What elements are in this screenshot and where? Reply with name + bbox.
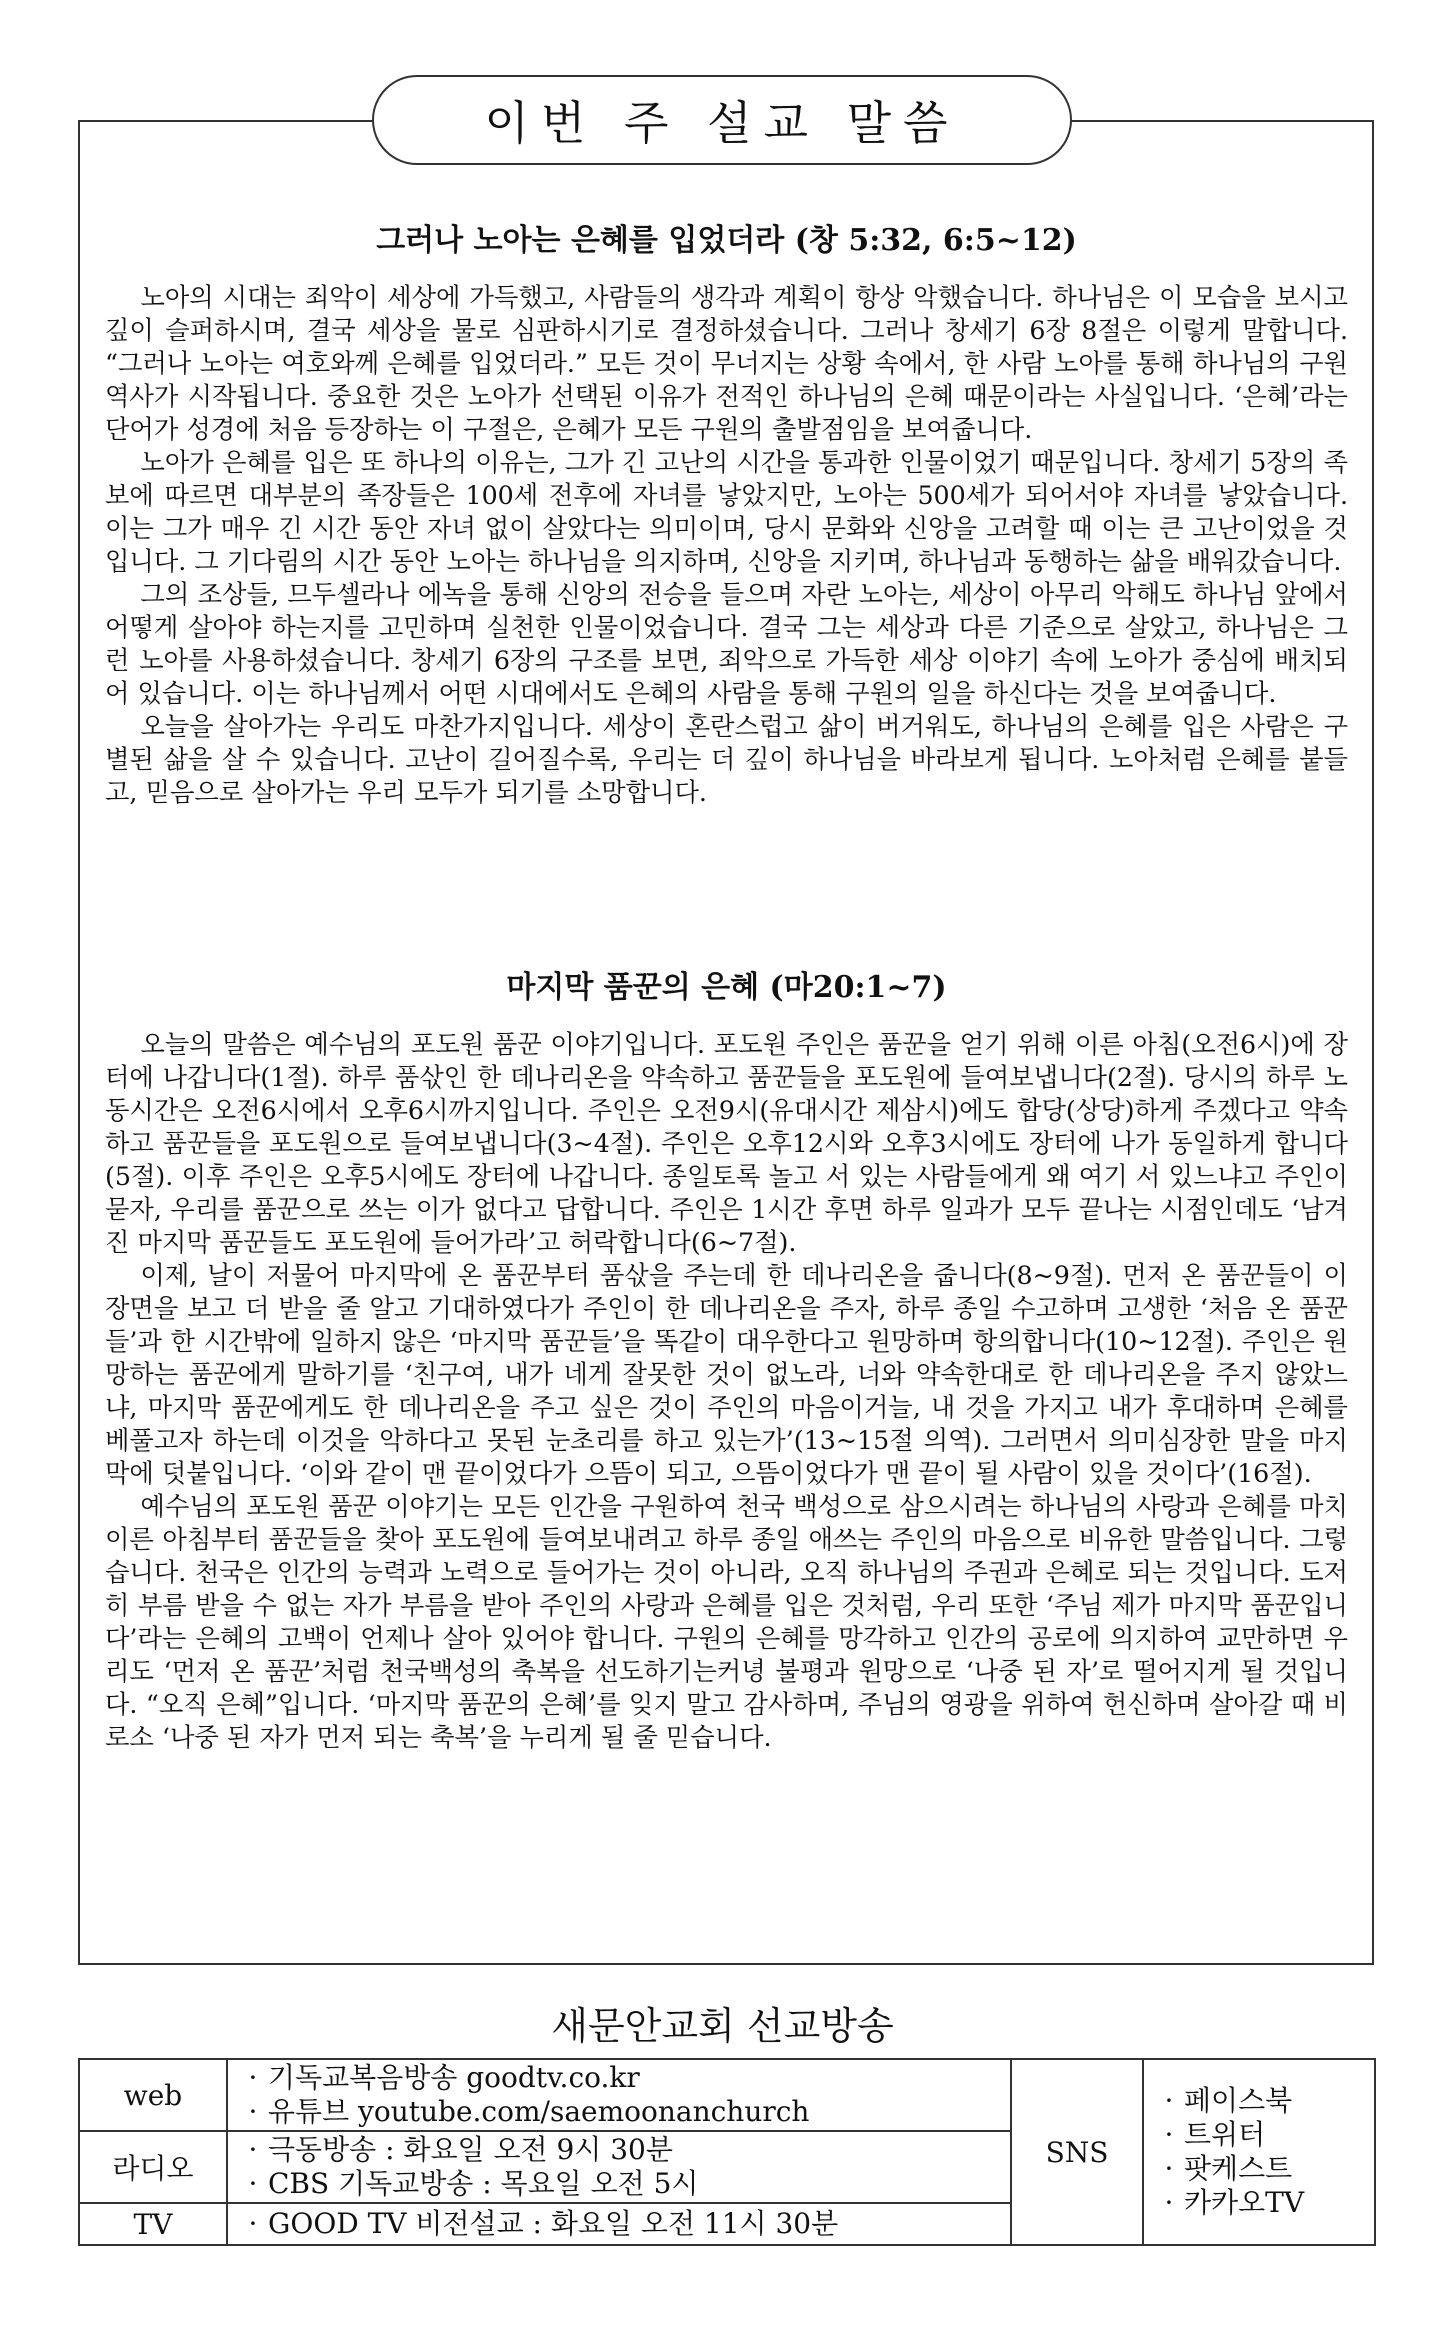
page-title: 이번 주 설교 말씀: [372, 75, 1072, 165]
row-items: [227, 2059, 1011, 2131]
list-item: · CBS 기독교방송 : 목요일 오전 5시: [248, 2167, 699, 2200]
sermon-body: [105, 1028, 1348, 1754]
list-item: · 팟케스트: [1164, 2152, 1293, 2185]
sermon-1: [105, 215, 1348, 809]
row-items: [227, 2131, 1011, 2203]
paragraph: 그의 조상들, 므두셀라나 에녹을 통해 신앙의 전승을 들으며 자란 노아는, 세상이 아무리 악해도 하나님 앞에서 어떻게 살아야 하는지를 고민하며 실천한 인물이었습니다. 결국 그는 세상과 다른 기준으로 살았고, 하나님은 그런 노아를 사용하셨습니다. 창세기 6장의 구조를 보면, 죄악으로 가득한 세상 이야기 속에 노아가 중심에 배치되어 있습니다. 이는 하나님께서 어떤 시대에서도 은혜의 사람을 통해 구원의 일을 하신다는 것을 보여줍니다.: [105, 580, 1348, 708]
list-item: · 트위터: [1164, 2118, 1266, 2151]
list-item: · 카카오TV: [1164, 2186, 1305, 2219]
paragraph: 노아가 은혜를 입은 또 하나의 이유는, 그가 긴 고난의 시간을 통과한 인물이었기 때문입니다. 창세기 5장의 족보에 따르면 대부분의 족장들은 100세 전후에 자녀를 낳았지만, 노아는 500세가 되어서야 자녀를 낳았습니다. 이는 그가 매우 긴 시간 동안 자녀 없이 살았다는 의미이며, 당시 문화와 신앙을 고려할 때 이는 큰 고난이었을 것입니다. 그 기다림의 시간 동안 노아는 하나님을 의지하며, 신앙을 지키며, 하나님과 동행하는 삶을 배워갔습니다.: [105, 448, 1348, 576]
list-item: · GOOD TV 비전설교 : 화요일 오전 11시 30분: [248, 2207, 839, 2240]
table-row: [79, 2059, 1375, 2131]
sns-label: SNS: [1011, 2059, 1143, 2245]
paragraph: 예수님의 포도원 품꾼 이야기는 모든 인간을 구원하여 천국 백성으로 삼으시려는 하나님의 사랑과 은혜를 마치 이른 아침부터 품꾼들을 찾아 포도원에 들여보내려고 하루 종일 애쓰는 주인의 마음으로 비유한 말씀입니다. 그렇습니다. 천국은 인간의 능력과 노력으로 들어가는 것이 아니라, 오직 하나님의 주권과 은혜로 되는 것입니다. 도저히 부름 받을 수 없는 자가 부름을 받아 주인의 사랑과 은혜를 입은 것처럼, 우리 또한 ‘주님 제가 마지막 품꾼입니다’라는 은혜의 고백이 언제나 살아 있어야 합니다. 구원의 은혜를 망각하고 인간의 공로에 의지하여 교만하면 우리도 ‘먼저 온 품꾼’처럼 천국백성의 축복을 선도하기는커녕 불평과 원망으로 ‘나중 된 자’로 떨어지게 될 것입니다. “오직 은혜”입니다. ‘마지막 품꾼의 은혜’를 잊지 말고 감사하며, 주님의 영광을 위하여 헌신하며 살아갈 때 비로소 ‘나중 된 자가 먼저 되는 축복’을 누리게 될 줄 믿습니다.: [105, 1492, 1348, 1752]
broadcast-table: [78, 2058, 1376, 2246]
list-item: · 극동방송 : 화요일 오전 9시 30분: [248, 2133, 673, 2166]
row-items: [227, 2203, 1011, 2245]
list-item: · 페이스북: [1164, 2084, 1293, 2117]
sermon-2: [105, 962, 1348, 1754]
sermon-body: [105, 281, 1348, 809]
paragraph: 이제, 날이 저물어 마지막에 온 품꾼부터 품삯을 주는데 한 데나리온을 줍니다(8~9절). 먼저 온 품꾼들이 이 장면을 보고 더 받을 줄 알고 기대하였다가 주인이 한 데나리온을 주자, 하루 종일 수고하며 고생한 ‘처음 온 품꾼들’과 한 시간밖에 일하지 않은 ‘마지막 품꾼들’을 똑같이 대우한다고 원망하며 항의합니다(10~12절). 주인은 원망하는 품꾼에게 말하기를 ‘친구여, 내가 네게 잘못한 것이 없노라, 너와 약속한대로 한 데나리온을 주지 않았느냐, 마지막 품꾼에게도 한 데나리온을 주고 싶은 것이 주인의 마음이거늘, 내 것을 가지고 내가 후대하며 은혜를 베풀고자 하는데 이것을 악하다고 못된 눈초리를 하고 있는가’(13~15절 의역). 그러면서 의미심장한 말을 마지막에 덧붙입니다. ‘이와 같이 맨 끝이었다가 으뜸이 되고, 으뜸이었다가 맨 끝이 될 사람이 있을 것이다’(16절).: [105, 1261, 1348, 1488]
paragraph: 오늘의 말씀은 예수님의 포도원 품꾼 이야기입니다. 포도원 주인은 품꾼을 얻기 위해 이른 아침(오전6시)에 장터에 나갑니다(1절). 하루 품삯인 한 데나리온을 약속하고 품꾼들을 포도원에 들여보냅니다(2절). 당시의 하루 노동시간은 오전6시에서 오후6시까지입니다. 주인은 오전9시(유대시간 제삼시)에도 합당(상당)하게 주겠다고 약속하고 품꾼들을 포도원으로 들여보냅니다(3~4절). 주인은 오후12시와 오후3시에도 장터에 나가 동일하게 합니다(5절). 이후 주인은 오후5시에도 장터에 나갑니다. 종일토록 놀고 서 있는 사람들에게 왜 여기 서 있느냐고 주인이 묻자, 우리를 품꾼으로 쓰는 이가 없다고 답합니다. 주인은 1시간 후면 하루 일과가 모두 끝나는 시점인데도 ‘남겨진 마지막 품꾼들도 포도원에 들어가라’고 허락합니다(6~7절).: [105, 1030, 1348, 1257]
row-label: web: [79, 2059, 227, 2131]
paragraph: 노아의 시대는 죄악이 세상에 가득했고, 사람들의 생각과 계획이 항상 악했습니다. 하나님은 이 모습을 보시고 깊이 슬퍼하시며, 결국 세상을 물로 심판하시기로 결정하셨습니다. 그러나 창세기 6장 8절은 이렇게 말합니다. “그러나 노아는 여호와께 은혜를 입었더라.” 모든 것이 무너지는 상황 속에서, 한 사람 노아를 통해 하나님의 구원 역사가 시작됩니다. 중요한 것은 노아가 선택된 이유가 전적인 하나님의 은혜 때문이라는 사실입니다. ‘은혜’라는 단어가 성경에 처음 등장하는 이 구절은, 은혜가 모든 구원의 출발점임을 보여줍니다.: [105, 283, 1348, 444]
sermon-title: 마지막 품꾼의 은혜 (마20:1~7): [506, 970, 947, 1005]
list-item: · 유튜브 youtube.com/saemoonanchurch: [248, 2095, 810, 2128]
sermon-title: 그러나 노아는 은혜를 입었더라 (창 5:32, 6:5~12): [376, 223, 1077, 258]
list-item: · 기독교복음방송 goodtv.co.kr: [248, 2061, 640, 2094]
paragraph: 오늘을 살아가는 우리도 마찬가지입니다. 세상이 혼란스럽고 삶이 버거워도, 하나님의 은혜를 입은 사람은 구별된 삶을 살 수 있습니다. 고난이 길어질수록, 우리는 더 깊이 하나님을 바라보게 됩니다. 노아처럼 은혜를 붙들고, 믿음으로 살아가는 우리 모두가 되기를 소망합니다.: [105, 712, 1348, 807]
row-label: 라디오: [79, 2131, 227, 2203]
sns-list: [1143, 2059, 1375, 2245]
row-label: TV: [79, 2203, 227, 2245]
broadcast-title: 새문안교회 선교방송: [551, 2004, 894, 2048]
